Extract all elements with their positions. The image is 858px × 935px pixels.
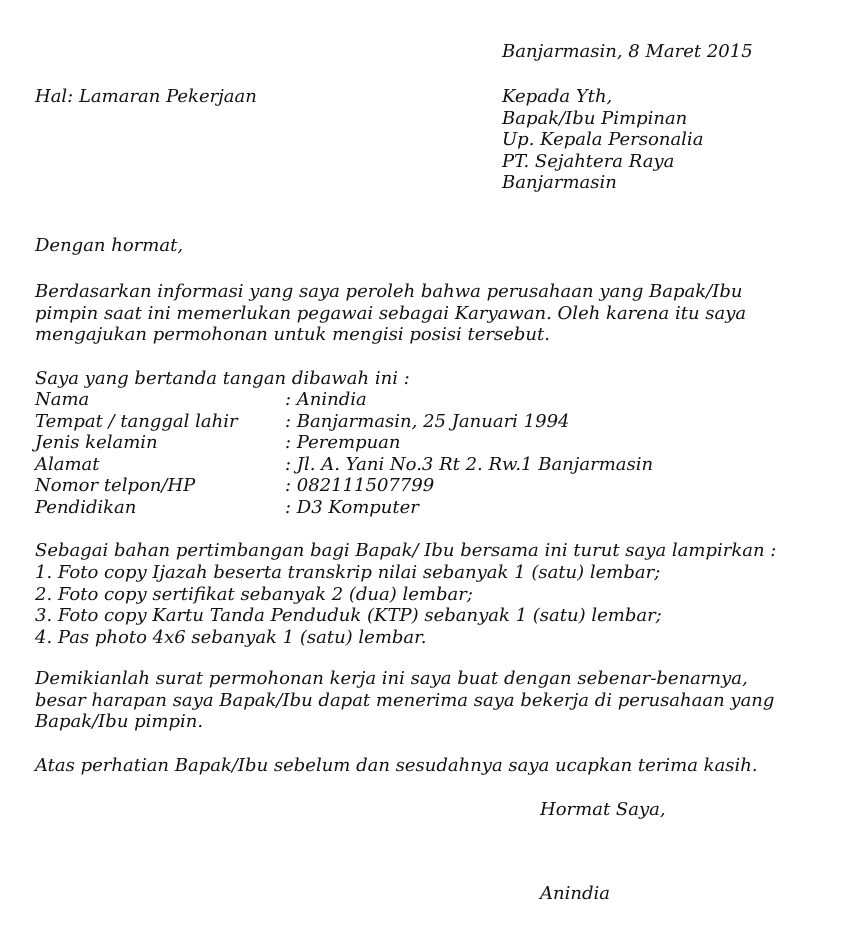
recipient-line: Up. Kepala Personalia	[502, 129, 704, 150]
closing-line: Bapak/Ibu pimpin.	[35, 711, 204, 732]
greeting: Dengan hormat,	[35, 235, 184, 256]
thanks-line: Atas perhatian Bapak/Ibu sebelum dan sesudahnya saya ucapkan terima kasih.	[35, 755, 758, 776]
recipient-line: Banjarmasin	[502, 172, 617, 193]
signer-heading: Saya yang bertanda tangan dibawah ini :	[35, 368, 410, 389]
data-value: : Jl. A. Yani No.3 Rt 2. Rw.1 Banjarmasin	[285, 453, 654, 475]
intro-line: pimpin saat ini memerlukan pegawai sebagai Karyawan. Oleh karena itu saya	[35, 302, 747, 324]
data-value: : D3 Komputer	[285, 496, 419, 518]
closing-line: besar harapan saya Bapak/Ibu dapat menerima saya bekerja di perusahaan yang	[35, 689, 775, 711]
intro-line: Berdasarkan informasi yang saya peroleh bahwa perusahaan yang Bapak/Ibu	[35, 281, 743, 302]
letter-date: Banjarmasin, 8 Maret 2015	[502, 41, 753, 62]
data-value: : 082111507799	[285, 475, 435, 496]
data-row-telepon	[35, 475, 653, 497]
data-row-pendidikan	[35, 497, 653, 519]
data-label: Jenis kelamin	[35, 432, 158, 453]
intro-paragraph	[35, 281, 746, 346]
data-row-tempat-lahir	[35, 411, 653, 433]
data-label: Alamat	[35, 453, 100, 475]
attachment-item: 1. Foto copy Ijazah beserta transkrip nilai sebanyak 1 (satu) lembar;	[35, 562, 661, 583]
signer-name: Anindia	[540, 883, 610, 904]
data-value: : Perempuan	[285, 432, 401, 453]
data-row-nama	[35, 389, 653, 411]
recipient-line: PT. Sejahtera Raya	[502, 150, 675, 172]
data-row-alamat	[35, 454, 653, 476]
sign-off: Hormat Saya,	[540, 799, 666, 820]
data-label: Tempat / tanggal lahir	[35, 410, 238, 432]
recipient-address	[502, 86, 703, 194]
letter-subject: Hal: Lamaran Pekerjaan	[35, 86, 257, 107]
attachment-item: 3. Foto copy Kartu Tanda Penduduk (KTP) sebanyak 1 (satu) lembar;	[35, 605, 662, 626]
data-value: : Anindia	[285, 389, 367, 410]
closing-paragraph	[35, 668, 774, 733]
data-row-jenis-kelamin	[35, 432, 653, 454]
data-value: : Banjarmasin, 25 Januari 1994	[285, 410, 570, 432]
attachment-item: 2. Foto copy sertifikat sebanyak 2 (dua) lembar;	[35, 583, 473, 605]
data-label: Nama	[35, 389, 90, 410]
personal-data-list	[35, 389, 653, 518]
data-label: Nomor telpon/HP	[35, 475, 196, 496]
data-label: Pendidikan	[35, 496, 137, 518]
attachments-list	[35, 562, 662, 648]
closing-line: Demikianlah surat permohonan kerja ini saya buat dengan sebenar-benarnya,	[35, 668, 748, 689]
attachment-item: 4. Pas photo 4x6 sebanyak 1 (satu) lembar.	[35, 626, 427, 648]
recipient-line: Bapak/Ibu Pimpinan	[502, 107, 688, 129]
attachments-heading: Sebagai bahan pertimbangan bagi Bapak/ Ibu bersama ini turut saya lampirkan :	[35, 540, 777, 561]
recipient-line: Kepada Yth,	[502, 86, 613, 107]
intro-line: mengajukan permohonan untuk mengisi posisi tersebut.	[35, 324, 550, 345]
